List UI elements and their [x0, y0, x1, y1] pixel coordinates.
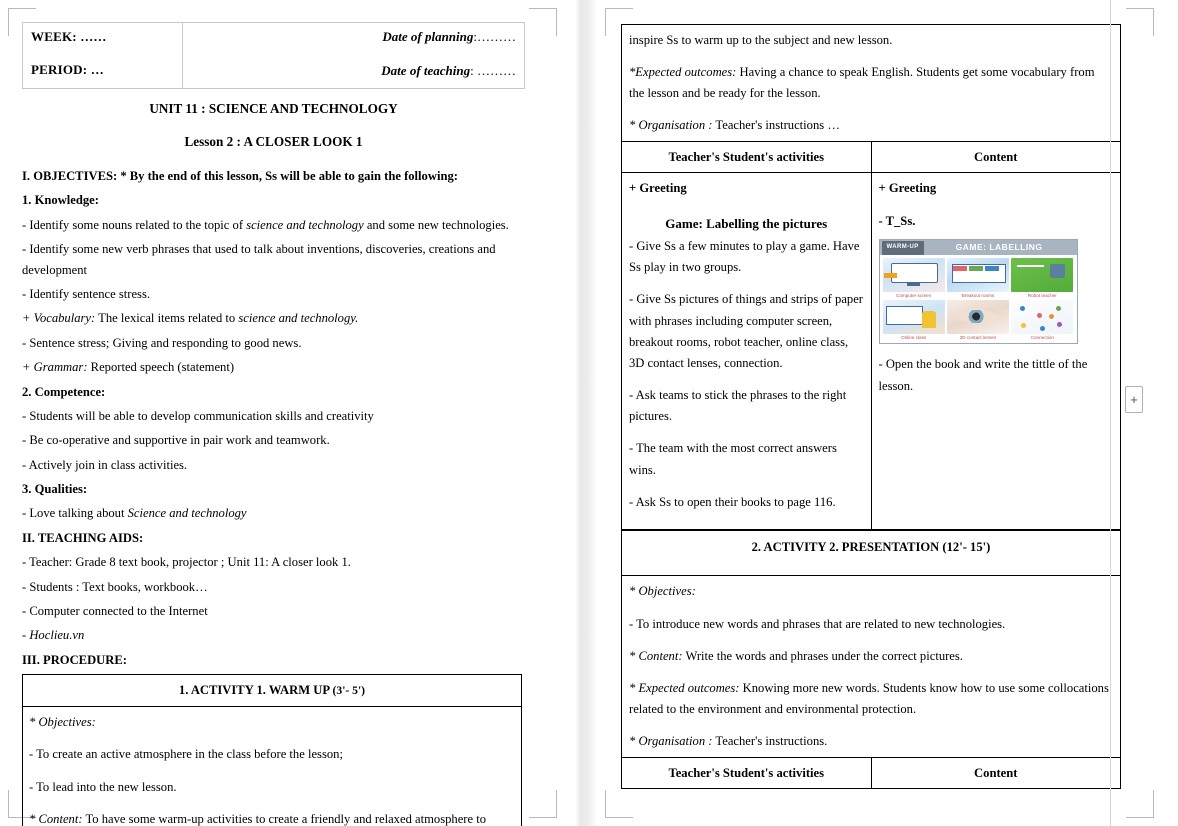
activity1-expected-label: *Expected outcomes: [629, 65, 737, 80]
warm-up-game-slide-image [879, 239, 1078, 344]
teaching-aids-item-0: - Teacher: Grade 8 text book, projector ; Unit 11: A closer look 1. [22, 555, 351, 570]
activity2-organisation-label: * Organisation : [629, 734, 713, 749]
slide-picture-grid [880, 255, 1077, 343]
slide-cell-breakout-rooms [947, 258, 1009, 298]
week-label: WEEK: …… [31, 29, 107, 44]
vocabulary-line [22, 308, 525, 328]
activity2-organisation-line [629, 731, 1113, 751]
activity1-objective-0: - To create an active atmosphere in the class before the lesson; [29, 747, 343, 762]
activity1-objective-1: - To lead into the new lesson. [29, 779, 177, 794]
crop-mark-bottom-right-right-page [1126, 790, 1154, 818]
activity1-step-1: - Give Ss pictures of things and strips of paper with phrases including computer screen, breakout rooms, robot teacher, online class, 3D contact lenses, connection. [629, 292, 863, 370]
activity1-objectives-cell [23, 706, 522, 826]
activity1-title-cell [23, 675, 522, 707]
computer-screen-icon [883, 258, 945, 292]
teaching-aids-heading: II. TEACHING AIDS: [22, 530, 144, 545]
activity1-organisation-label: * Organisation : [629, 118, 713, 133]
slide-warmup-badge: WARM-UP [882, 241, 924, 255]
date-of-teaching-label: Date of teaching [381, 63, 471, 78]
slide-caption-0: Computer screen [896, 293, 932, 299]
document-page-right [597, 0, 1178, 826]
activity1-content-cell [871, 172, 1121, 529]
activity2-expected-label: * Expected outcomes: [629, 681, 740, 696]
activity1-time: (3'- 5') [332, 684, 366, 698]
activity2-content-line [629, 646, 1113, 666]
activity2-organisation-text: Teacher's instructions. [712, 734, 828, 749]
teaching-aids-item-2: - Computer connected to the Internet [22, 604, 208, 619]
knowledge-item-0-text: - Identify some nouns related to the topic of [22, 217, 247, 232]
grammar-label: + Grammar: [22, 360, 88, 375]
qualities-text: - Love talking about [22, 506, 128, 521]
page-gap-separator [575, 0, 597, 826]
activity1-teacher-cell [622, 172, 872, 529]
knowledge-item-0-italic: science and technology [246, 217, 364, 232]
activity1-step-2: - Ask teams to stick the phrases to the right pictures. [629, 388, 847, 424]
activity1-expected-line [629, 62, 1113, 103]
activity1-greeting-teacher: + Greeting [629, 180, 687, 195]
activity2-expected-line [629, 678, 1113, 719]
crop-mark-bottom-right [529, 790, 557, 818]
activity1-table [22, 674, 522, 826]
activity1-organisation-line [629, 115, 1113, 135]
date-of-teaching-value: : ……… [470, 63, 516, 78]
slide-caption-4: 3D contact lenses [959, 335, 997, 341]
activity1-objectives-label: * Objectives: [29, 714, 96, 729]
qualities-italic: Science and technology [127, 506, 247, 521]
date-of-planning-value: :……… [473, 29, 516, 44]
knowledge-item-3: - Sentence stress; Giving and responding to good news. [22, 335, 302, 350]
knowledge-item-1: - Identify some new verb phrases that used to talk about inventions, discoveries, creations and development [22, 242, 496, 277]
competence-item-2: - Actively join in class activities. [22, 457, 188, 472]
online-class-icon [883, 300, 945, 334]
knowledge-item-0-tail: and some new technologies. [363, 217, 509, 232]
insert-row-handle-icon[interactable]: + [1125, 386, 1143, 413]
activity1-intro-cell [622, 25, 1121, 142]
activity2-objective-0: - To introduce new words and phrases that are related to new technologies. [629, 616, 1006, 631]
activity1-step-4: - Ask Ss to open their books to page 116. [629, 494, 836, 509]
activity1-col-header-teacher: Teacher's Student's activities [622, 141, 872, 172]
header-week-period-cell [23, 23, 183, 89]
slide-cell-computer-screen [883, 258, 945, 298]
slide-cell-3d-contact-lenses [947, 300, 1009, 340]
grammar-text: Reported speech (statement) [87, 360, 235, 375]
qualities-heading: 3. Qualities: [22, 482, 88, 497]
vocabulary-text: The lexical items related to [95, 311, 239, 326]
knowledge-item-0 [22, 215, 525, 235]
knowledge-item-2: - Identify sentence stress. [22, 286, 150, 301]
competence-heading: 2. Competence: [22, 384, 106, 399]
slide-cell-connection [1011, 300, 1073, 340]
activity1-col-header-content: Content [871, 141, 1121, 172]
slide-cell-online-class [883, 300, 945, 340]
activity1-content-text: To have some warm-up activities to create a friendly and relaxed atmosphere to [82, 812, 487, 826]
activity1-content-label: * Content: [29, 812, 83, 826]
grammar-line [22, 357, 525, 377]
robot-teacher-icon [1011, 258, 1073, 292]
competence-item-1: - Be co-operative and supportive in pair work and teamwork. [22, 433, 330, 448]
activity1-step-3: - The team with the most correct answers wins. [629, 441, 837, 477]
connection-network-icon [1011, 300, 1073, 334]
document-page-left [0, 0, 575, 826]
activity1-step-0: - Give Ss a few minutes to play a game. Have Ss play in two groups. [629, 239, 860, 275]
activity1-organisation-text: Teacher's instructions … [712, 118, 840, 133]
activity2-col-header-teacher: Teacher's Student's activities [622, 757, 872, 788]
slide-caption-3: Online class [901, 335, 927, 341]
crop-mark-bottom-left-right-page [605, 790, 633, 818]
date-of-planning-line [191, 29, 516, 45]
crop-mark-top-right [529, 8, 557, 36]
header-info-table [22, 22, 525, 89]
vocabulary-label: + Vocabulary: [22, 311, 96, 326]
competence-item-0: - Students will be able to develop communication skills and creativity [22, 408, 374, 423]
header-dates-cell [183, 23, 525, 89]
date-of-teaching-line [191, 63, 516, 79]
slide-caption-1: Breakout rooms [961, 293, 995, 299]
activity2-expected-text: Knowing more new words. Students know how to use some collocations related to the environment and environmental protection. [629, 681, 1109, 716]
date-of-planning-label: Date of planning [382, 29, 474, 44]
activity1-content-continued: inspire Ss to warm up to the subject and new lesson. [629, 33, 893, 47]
period-label: PERIOD: … [31, 62, 104, 77]
lesson-title: Lesson 2 : A CLOSER LOOK 1 [184, 134, 363, 149]
breakout-rooms-icon [947, 258, 1009, 292]
vocabulary-italic: science and technology. [238, 311, 359, 326]
page-right-edge-rule [1110, 0, 1111, 826]
activity1-title: 1. ACTIVITY 1. WARM UP [178, 683, 330, 698]
activity2-title: 2. ACTIVITY 2. PRESENTATION (12'- 15') [622, 530, 1121, 575]
teaching-aids-item-1: - Students : Text books, workbook… [22, 579, 208, 594]
activity2-objectives-label: * Objectives: [629, 584, 696, 599]
activity1-greeting-content: + Greeting [878, 180, 937, 195]
activity2-content-label: * Content: [629, 649, 683, 664]
slide-banner [880, 240, 1077, 255]
qualities-line [22, 503, 525, 523]
objectives-heading: I. OBJECTIVES: * By the end of this lesson, Ss will be able to gain the following: [22, 169, 458, 183]
procedure-heading: III. PROCEDURE: [22, 652, 127, 667]
activity1-game-title: Game: Labelling the pictures [665, 216, 828, 232]
activity1-t-ss: - T_Ss. [878, 214, 916, 229]
slide-caption-5: Connection [1030, 335, 1054, 341]
unit-title: UNIT 11 : SCIENCE AND TECHNOLOGY [149, 101, 398, 116]
knowledge-heading: 1. Knowledge: [22, 193, 99, 208]
activity2-col-header-content: Content [871, 757, 1121, 788]
activity1-expected-text: Having a chance to speak English. Students get some vocabulary from the lesson and be ready for the lesson. [629, 65, 1095, 100]
activity1-continued-table [621, 24, 1121, 530]
contact-lens-icon [947, 300, 1009, 334]
activity1-content-line [29, 809, 515, 826]
teaching-aids-item-3: - Hoclieu.vn [22, 628, 85, 643]
activity1-content-closing: - Open the book and write the tittle of the lesson. [878, 357, 1088, 393]
slide-title: GAME: LABELLING [955, 241, 1043, 252]
slide-cell-robot-teacher [1011, 258, 1073, 298]
slide-caption-2: Robot teacher [1027, 293, 1057, 299]
crop-mark-top-right-right-page [1126, 8, 1154, 36]
activity2-content-text: Write the words and phrases under the correct pictures. [682, 649, 963, 664]
activity2-table [621, 530, 1121, 789]
activity2-intro-cell [622, 576, 1121, 757]
